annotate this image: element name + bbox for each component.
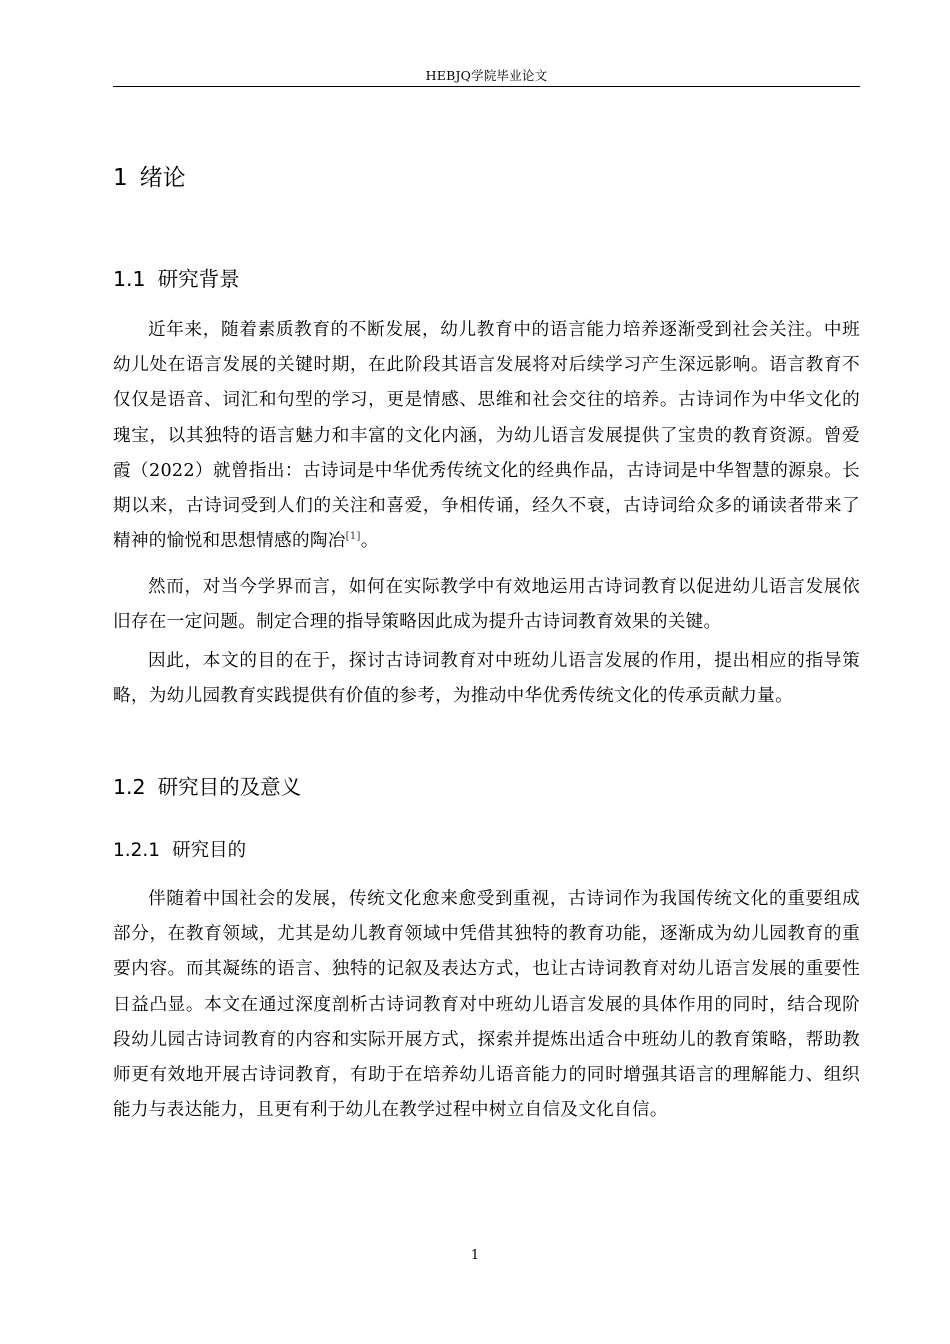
section-number: 1.2	[113, 775, 146, 799]
chapter-number: 1	[113, 165, 128, 191]
paragraph-text: 近年来，随着素质教育的不断发展，幼儿教育中的语言能力培养逐渐受到社会关注。中班幼儿处在语言发展的关键时期，在此阶段其语言发展将对后续学习产生深远影响。语言教育不仅仅是语音、词汇和句型的学习，更是情感、思维和社会交往的培养。古诗词作为中华文化的瑰宝，以其独特的语言魅力和丰富的文化内涵，为幼儿语言发展提供了宝贵的教育资源。曾爱霞（2022）就曾指出：古诗词是中华优秀传统文化的经典作品，古诗词是中华智慧的源泉。长期以来，古诗词受到人们的关注和喜爱，争相传诵，经久不衰，古诗词给众多的诵读者带来了精神的愉悦和思想情感的陶冶	[113, 320, 860, 552]
paragraph-background-2: 然而，对当今学界而言，如何在实际教学中有效地运用古诗词教育以促进幼儿语言发展依旧存在一定问题。制定合理的指导策略因此成为提升古诗词教育效果的关键。	[113, 577, 860, 633]
section-heading-1-2	[113, 770, 301, 800]
paragraph-background-1	[113, 313, 860, 559]
paragraph-background-3: 因此，本文的目的在于，探讨古诗词教育对中班幼儿语言发展的作用，提出相应的指导策略，为幼儿园教育实践提供有价值的参考，为推动中华优秀传统文化的传承贡献力量。	[113, 651, 860, 707]
chapter-title: 绪论	[139, 165, 186, 191]
section-number: 1.1	[113, 267, 146, 291]
subsection-heading-1-2-1	[113, 836, 246, 862]
subsection-number: 1.2.1	[113, 840, 161, 861]
running-header: HEBJQ学院毕业论文	[425, 68, 548, 83]
section-title: 研究目的及意义	[157, 775, 302, 799]
header-rule	[113, 86, 860, 87]
paragraph-tail: 。	[360, 531, 379, 552]
section-title: 研究背景	[157, 267, 240, 291]
chapter-heading	[113, 159, 186, 192]
paragraph-purpose-1: 伴随着中国社会的发展，传统文化愈来愈受到重视，古诗词作为我国传统文化的重要组成部分，在教育领域，尤其是幼儿教育领域中凭借其独特的教育功能，逐渐成为幼儿园教育的重要内容。而其凝练的语言、独特的记叙及表达方式，也让古诗词教育对幼儿语言发展的重要性日益凸显。本文在通过深度剖析古诗词教育对中班幼儿语言发展的具体作用的同时，结合现阶段幼儿园古诗词教育的内容和实际开展方式，探索并提炼出适合中班幼儿的教育策略，帮助教师更有效地开展古诗词教育，有助于在培养幼儿语音能力的同时增强其语言的理解能力、组织能力与表达能力，且更有利于幼儿在教学过程中树立自信及文化自信。	[113, 889, 860, 1121]
citation-ref: [1]	[345, 531, 361, 543]
subsection-title: 研究目的	[172, 840, 247, 861]
section-heading-1-1	[113, 262, 240, 292]
page-number: 1	[470, 1248, 480, 1263]
